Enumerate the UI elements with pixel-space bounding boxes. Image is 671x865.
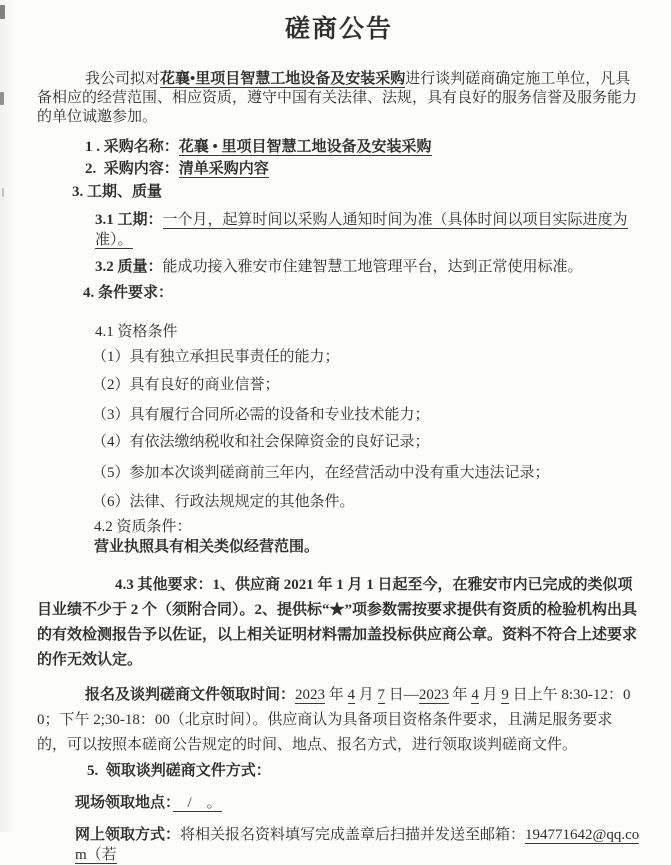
onsite-pickup-line: 现场领取地点： / 。 (75, 795, 222, 811)
conditions-heading: 4. 条件要求： (83, 285, 174, 301)
qualification-item: （2）具有良好的商业信誉； (92, 377, 280, 393)
intro-paragraph: 我公司拟对花襄•里项目智慧工地设备及安装采购进行谈判磋商确定施工单位，凡具备相应的经营范围、相应资质，遵守中国有关法律、法规，具有良好的服务信誉及服务能力的单位诚邀参加。 (37, 71, 638, 125)
document-pickup-heading: 5. 领取谈判磋商文件方式： (87, 763, 271, 779)
qualification-conditions-heading: 4.1 资格条件 (95, 324, 178, 340)
procurement-name-line: 1 . 采购名称：花襄 • 里项目智慧工地设备及安装采购 (85, 139, 432, 155)
procurement-content-line: 2. 采购内容：清单采购内容 (85, 161, 269, 177)
quality-line: 3.2 质量：能成功接入雅安市住建智慧工地管理平台，达到正常使用标准。 (95, 259, 583, 275)
online-pickup-line: 网上领取方式：将相关报名资料填写完成盖章后扫描并发送至邮箱：194771642@qq.com（若 (75, 827, 640, 863)
duration-line: 3.1 工期：一个月，起算时间以采购人通知时间为准（具体时间以项目实际进度为准）。 (95, 212, 628, 248)
qualification-item: （1）具有独立承担民事责任的能力； (92, 349, 340, 365)
qualification-item: （4）有依法缴纳税收和社会保障资金的良好记录； (92, 434, 430, 450)
credential-conditions-heading: 4.2 资质条件： (94, 519, 192, 535)
qualification-item: （3）具有履行合同所必需的设备和专业技术能力； (92, 407, 430, 423)
document-title: 磋商公告 (284, 16, 393, 43)
credential-conditions-value: 营业执照具有相关类似经营范围。 (94, 539, 320, 555)
qualification-item: （5）参加本次谈判磋商前三年内，在经营活动中没有重大违法记录； (92, 465, 550, 481)
registration-time-paragraph: 报名及谈判磋商文件领取时间：2023 年 4 月 7 日—2023 年 4 月 9 日上午 8:30-12：00；下午 2;30-18：00（北京时间）。供应商认为具备项目资格条件要求，且满足服务要求的，可以按照本磋商公告规定的时间、地点、报名方式，进行领取谈判磋商文件。 (37, 687, 631, 753)
other-requirements-paragraph: 4.3 其他要求：1、供应商 2021 年 1 月 1 日起至今，在雅安市内已完成的类似项目业绩不少于 2 个（须附合同）。2、提供标“★”项参数需按要求提供有资质的检验机构出具的有效检测报告予以佐证，以上相关证明材料需加盖投标供应商公章。资料不符合上述要求的作无效认定。 (37, 577, 638, 668)
duration-quality-heading: 3. 工期、质量 (72, 184, 163, 200)
qualification-item: （6）法律、行政法规规定的其他条件。 (92, 494, 355, 510)
